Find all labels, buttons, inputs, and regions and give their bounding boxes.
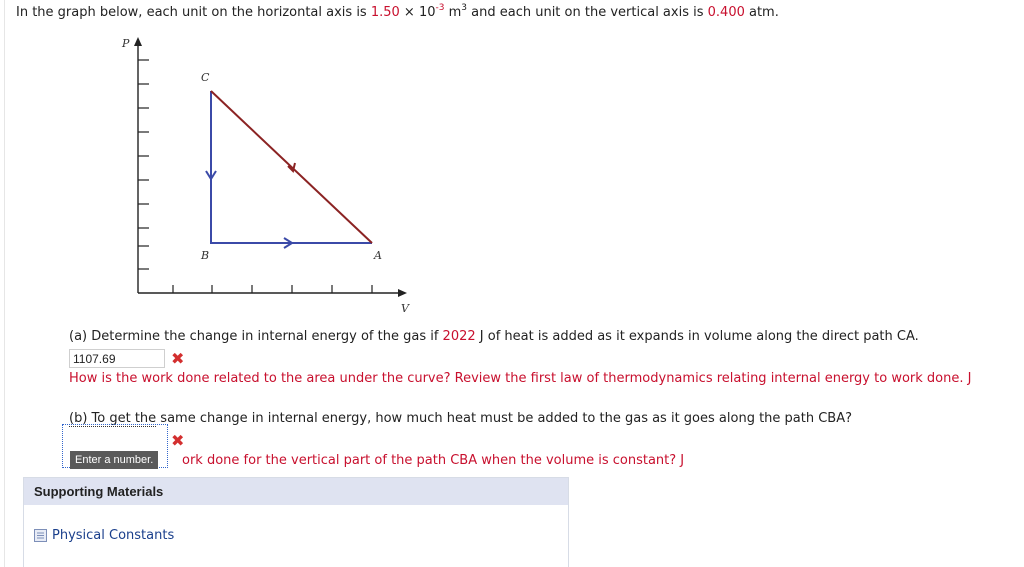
enter-number-tooltip: Enter a number.	[70, 451, 158, 469]
physical-constants-label[interactable]: Physical Constants	[52, 528, 175, 543]
y-axis-arrow	[134, 37, 142, 46]
intro-prefix: In the graph below, each unit on the horizontal axis is	[16, 5, 371, 20]
point-a-label: A	[374, 249, 382, 262]
pv-graph	[110, 32, 420, 322]
part-a-hint: How is the work done related to the area under the curve? Review the first law of thermodynamics relating internal energy to work done. J	[69, 371, 972, 386]
x-axis-arrow	[398, 289, 407, 297]
point-c-label: C	[201, 71, 210, 84]
point-b-label: B	[201, 249, 210, 262]
vertical-unit-value: 0.400	[707, 5, 745, 20]
intro-middle: and each unit on the vertical axis is	[467, 5, 708, 20]
horizontal-unit: m	[444, 5, 462, 20]
part-b-hint: ork done for the vertical part of the path CBA when the volume is constant? J	[182, 453, 685, 468]
part-a-prefix: (a) Determine the change in internal energy of the gas if	[69, 329, 443, 344]
supporting-materials-panel	[23, 477, 569, 567]
horizontal-exponent: -3	[435, 3, 445, 13]
y-axis-label: P	[122, 37, 130, 50]
x-axis-label: V	[401, 302, 409, 315]
incorrect-x-icon: ✖	[171, 349, 185, 368]
y-axis-ticks	[138, 60, 149, 269]
times-ten: × 10	[399, 5, 436, 20]
part-a-suffix: J of heat is added as it expands in volume along the direct path CA.	[475, 329, 919, 344]
x-axis-ticks	[173, 285, 372, 293]
path-ca	[211, 91, 372, 243]
horizontal-unit-exponent: 3	[461, 3, 468, 13]
part-b-question	[69, 411, 852, 426]
intro-suffix: atm.	[744, 5, 779, 20]
book-icon	[34, 529, 47, 542]
problem-statement	[16, 5, 779, 20]
part-a-question	[69, 329, 919, 344]
part-b-lead: (b) To get the	[69, 411, 157, 426]
incorrect-x-icon: ✖	[171, 431, 185, 450]
horizontal-unit-value: 1.50	[370, 5, 400, 20]
part-b-rest: same change in internal energy, how much heat must be added to the gas as it goes along the path CBA?	[156, 411, 853, 426]
physical-constants-link[interactable]	[34, 528, 174, 543]
part-a-answer-input[interactable]: 1107.69	[69, 349, 165, 368]
supporting-materials-header: Supporting Materials	[24, 478, 568, 505]
heat-value: 2022	[442, 329, 476, 344]
